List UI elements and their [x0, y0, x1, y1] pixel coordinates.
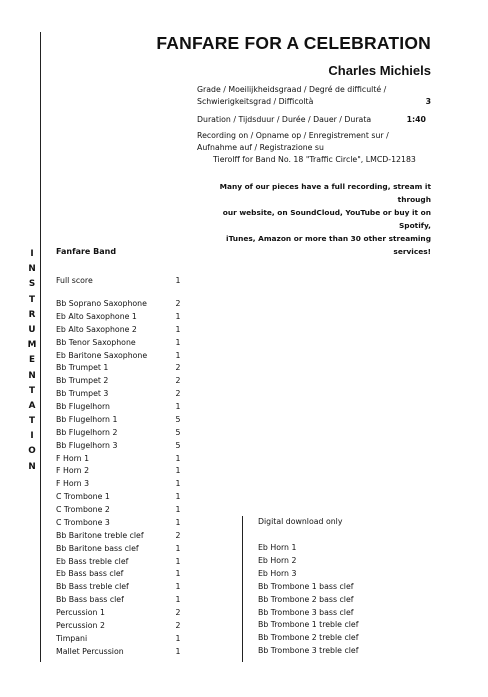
- grade-value: 3: [425, 97, 431, 106]
- part-name: Bb Flugelhorn 3: [56, 440, 118, 450]
- part-row: [56, 477, 186, 490]
- part-row: [56, 387, 186, 400]
- grade-label-line2: Schwierigkeitsgrad / Difficoltà: [197, 97, 314, 106]
- digital-divider-line: [242, 516, 243, 662]
- digital-part: Bb Trombone 3 bass clef: [258, 607, 354, 617]
- part-quantity: 1: [175, 453, 181, 463]
- sidebar-letter: T: [28, 416, 35, 427]
- part-quantity: 1: [175, 646, 181, 656]
- part-row: [56, 297, 186, 310]
- recording-label-line2: Aufnahme auf / Registrazione su: [197, 143, 324, 152]
- part-quantity: 1: [175, 543, 181, 553]
- part-quantity: 1: [175, 311, 181, 321]
- part-row: [56, 426, 186, 439]
- part-quantity: 1: [175, 276, 181, 285]
- promo-line: Many of our pieces have a full recording, stream it through: [219, 182, 431, 204]
- part-row: [56, 542, 186, 555]
- part-name: Bb Baritone treble clef: [56, 530, 144, 540]
- part-row: [56, 349, 186, 362]
- sidebar-letter: A: [28, 400, 36, 411]
- part-row: [56, 645, 186, 658]
- sidebar-letter: T: [28, 294, 35, 305]
- part-row: [56, 619, 186, 632]
- part-name: C Trombone 1: [56, 492, 110, 502]
- part-quantity: 2: [175, 299, 181, 308]
- promo-line: iTunes, Amazon or more than 30 other streaming services!: [226, 233, 431, 256]
- part-quantity: 5: [175, 427, 181, 437]
- part-quantity: 1: [175, 337, 181, 347]
- part-row: [56, 400, 186, 413]
- part-quantity: 1: [175, 517, 181, 527]
- digital-part: Eb Horn 2: [258, 555, 297, 565]
- part-row: [56, 529, 186, 542]
- part-quantity: 1: [175, 556, 181, 566]
- part-name: F Horn 2: [56, 466, 90, 476]
- grade-label-line1: Grade / Moeilijkheidsgraad / Degré de difficulté /: [197, 85, 387, 94]
- digital-part: Eb Horn 3: [258, 568, 297, 578]
- part-row: [56, 632, 186, 645]
- part-quantity: 2: [175, 376, 181, 386]
- digital-part: Bb Trombone 2 treble clef: [258, 633, 359, 643]
- part-row: [56, 503, 186, 516]
- part-row: [56, 310, 186, 323]
- recording-label-line1: Recording on / Opname op / Enregistrement sur /: [197, 131, 389, 140]
- part-quantity: 1: [175, 402, 181, 412]
- part-quantity: 1: [175, 633, 181, 643]
- part-name: Bb Trumpet 3: [56, 389, 109, 399]
- promo-line: our website, on SoundCloud, YouTube or buy it on Spotify,: [222, 207, 431, 230]
- part-name: C Trombone 2: [56, 505, 110, 515]
- part-row: [56, 452, 186, 465]
- part-row: [56, 606, 186, 619]
- part-quantity: 1: [175, 324, 181, 334]
- part-name: Bb Baritone bass clef: [56, 543, 139, 553]
- sidebar-letter: R: [28, 309, 36, 320]
- part-row: [56, 323, 186, 336]
- part-quantity: 2: [175, 389, 181, 399]
- section-title: Fanfare Band: [56, 247, 117, 256]
- part-name: Full score: [56, 276, 93, 285]
- sidebar-letter: I: [30, 249, 34, 259]
- part-row: [56, 516, 186, 529]
- part-quantity: 1: [175, 350, 181, 360]
- part-quantity: 2: [175, 608, 181, 618]
- part-row: [56, 413, 186, 426]
- part-name: F Horn 3: [56, 479, 90, 489]
- part-row: [56, 490, 186, 503]
- composer-name: Charles Michiels: [328, 63, 431, 78]
- digital-part: Bb Trombone 1 treble clef: [258, 620, 359, 630]
- part-name: Bb Flugelhorn 1: [56, 414, 118, 424]
- part-name: Mallet Percussion: [56, 646, 124, 656]
- part-quantity: 1: [175, 466, 181, 476]
- part-row: [56, 555, 186, 568]
- recording-value: Tierolff for Band No. 18 "Traffic Circle", LMCD-12183: [213, 155, 416, 164]
- part-quantity: 2: [175, 621, 181, 630]
- part-row: [56, 439, 186, 452]
- part-name: Eb Bass bass clef: [56, 569, 124, 579]
- part-quantity: 1: [175, 582, 181, 592]
- sidebar-letter: E: [28, 355, 35, 366]
- sidebar-letter: M: [27, 340, 37, 351]
- part-row: [56, 361, 186, 374]
- part-name: Percussion 1: [56, 608, 105, 618]
- part-name: Eb Alto Saxophone 2: [56, 324, 137, 334]
- part-row: [56, 336, 186, 349]
- part-name: Bb Flugelhorn: [56, 402, 111, 412]
- digital-part: Bb Trombone 1 bass clef: [258, 581, 354, 591]
- part-quantity: 1: [175, 479, 181, 489]
- part-row: [56, 274, 186, 287]
- sidebar-letter: S: [28, 279, 36, 290]
- duration-value: 1:40: [406, 115, 426, 124]
- sidebar-letter: O: [28, 446, 36, 457]
- page-title: FANFARE FOR A CELEBRATION: [156, 33, 431, 53]
- part-row: [56, 464, 186, 477]
- part-name: Eb Alto Saxophone 1: [56, 311, 137, 321]
- sidebar-letter: I: [30, 431, 34, 442]
- sidebar-letter: N: [28, 461, 36, 472]
- duration-label: Duration / Tijdsduur / Durée / Dauer / Durata: [197, 115, 372, 124]
- part-quantity: 2: [175, 363, 181, 373]
- part-name: C Trombone 3: [56, 517, 110, 527]
- part-name: Bb Trumpet 1: [56, 363, 109, 373]
- streaming-promo: [190, 181, 431, 258]
- sidebar-letter: N: [28, 264, 36, 275]
- part-name: Timpani: [56, 633, 88, 643]
- left-margin-line: [40, 32, 41, 662]
- part-quantity: 1: [175, 569, 181, 579]
- part-name: Eb Baritone Saxophone: [56, 350, 148, 360]
- digital-part: Eb Horn 1: [258, 543, 297, 552]
- part-row: [56, 567, 186, 580]
- part-name: Bb Bass treble clef: [56, 582, 129, 592]
- part-quantity: 5: [175, 440, 181, 450]
- part-name: Bb Soprano Saxophone: [56, 299, 147, 308]
- part-name: Percussion 2: [56, 621, 105, 630]
- part-name: Bb Tenor Saxophone: [56, 337, 136, 347]
- part-row: [56, 374, 186, 387]
- part-row: [56, 593, 186, 606]
- part-quantity: 1: [175, 505, 181, 515]
- part-row: [56, 580, 186, 593]
- part-name: Eb Bass treble clef: [56, 556, 129, 566]
- part-name: Bb Bass bass clef: [56, 595, 124, 605]
- digital-part: Bb Trombone 3 treble clef: [258, 646, 359, 656]
- part-name: F Horn 1: [56, 453, 90, 463]
- part-quantity: 1: [175, 595, 181, 605]
- sidebar-letter: T: [28, 385, 35, 396]
- part-name: Bb Trumpet 2: [56, 376, 109, 386]
- part-name: Bb Flugelhorn 2: [56, 427, 118, 437]
- sidebar-letter: N: [28, 370, 36, 381]
- part-quantity: 2: [175, 530, 181, 540]
- instrumentation-vertical-label: [26, 247, 38, 475]
- part-quantity: 5: [175, 414, 181, 424]
- sidebar-letter: U: [28, 324, 36, 335]
- digital-part: Bb Trombone 2 bass clef: [258, 594, 354, 604]
- part-quantity: 1: [175, 492, 181, 502]
- digital-download-title: Digital download only: [258, 517, 343, 526]
